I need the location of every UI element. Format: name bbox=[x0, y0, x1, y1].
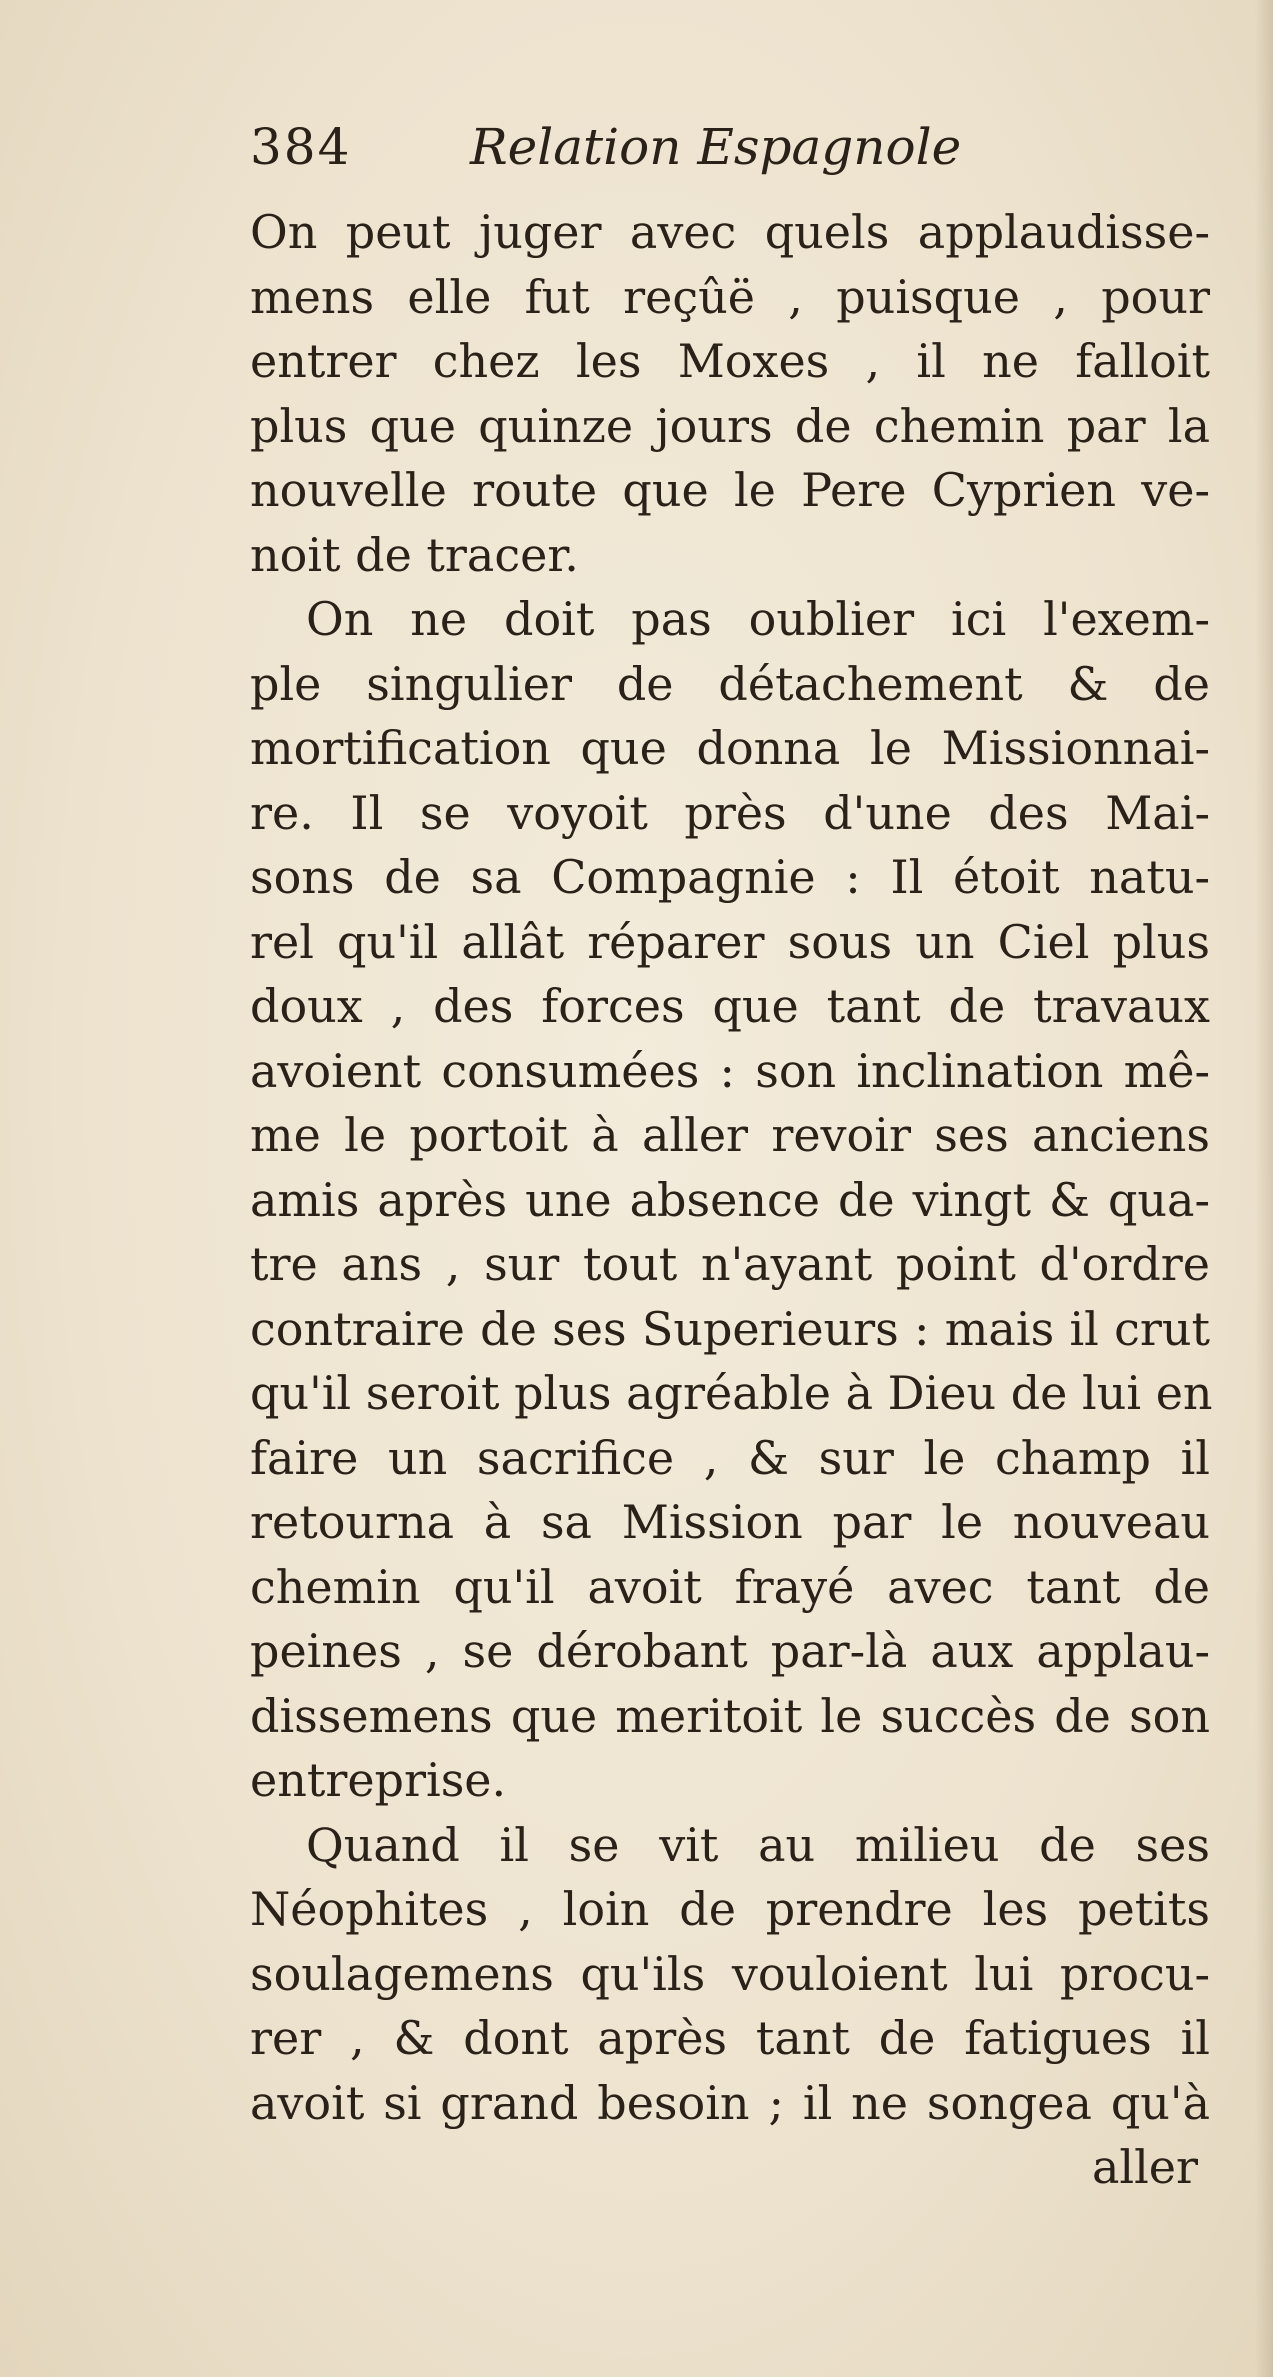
text-line: dissemens que meritoit le succès de son bbox=[250, 1688, 1210, 1743]
text-line: entrer chez les Moxes , il ne falloit bbox=[250, 334, 1210, 388]
text-line: retourna à sa Mission par le nouveau bbox=[250, 1495, 1210, 1549]
text-line: sons de sa Compagnie : Il étoit natu- bbox=[250, 850, 1210, 904]
text-line: Néophites , loin de prendre les petits bbox=[250, 1882, 1210, 1936]
text-line: me le portoit à aller revoir ses anciens bbox=[250, 1108, 1210, 1162]
text-line: rel qu'il allât réparer sous un Ciel plus bbox=[250, 914, 1210, 969]
running-title: Relation Espagnole bbox=[470, 118, 962, 176]
text-line: re. Il se voyoit près d'une des Mai- bbox=[250, 785, 1210, 840]
text-line: amis après une absence de vingt & qua- bbox=[250, 1172, 1210, 1227]
text-line: mortification que donna le Missionnai- bbox=[250, 721, 1210, 775]
page-edge-shadow bbox=[1255, 0, 1273, 2377]
text-line: qu'il seroit plus agréable à Dieu de lui en bbox=[250, 1366, 1213, 1420]
text-line: contraire de ses Superieurs : mais il crut bbox=[250, 1301, 1210, 1356]
text-line: chemin qu'il avoit frayé avec tant de bbox=[250, 1559, 1210, 1614]
text-line: mens elle fut reçûë , puisque , pour bbox=[250, 269, 1210, 324]
text-line: faire un sacrifice , & sur le champ il bbox=[250, 1430, 1210, 1485]
text-line: rer , & dont après tant de fatigues il bbox=[250, 2011, 1210, 2065]
text-line: avoit si grand besoin ; il ne songea qu'à bbox=[250, 2075, 1210, 2130]
text-line: soulagemens qu'ils vouloient lui procu- bbox=[250, 1946, 1210, 2001]
text-line: doux , des forces que tant de travaux bbox=[250, 979, 1210, 1033]
catchword: aller bbox=[1091, 2140, 1198, 2194]
text-line: peines , se dérobant par-là aux applau- bbox=[250, 1624, 1210, 1678]
text-line: noit de tracer. bbox=[250, 527, 579, 582]
text-line: ple singulier de détachement & de bbox=[250, 656, 1210, 711]
text-line: Quand il se vit au milieu de ses bbox=[306, 1817, 1210, 1872]
text-line: nouvelle route que le Pere Cyprien ve- bbox=[250, 463, 1210, 517]
text-line: plus que quinze jours de chemin par la bbox=[250, 398, 1210, 453]
text-line: avoient consumées : son inclination mê- bbox=[250, 1043, 1210, 1098]
text-body bbox=[250, 200, 1213, 2200]
page-header bbox=[250, 112, 1150, 182]
page-number: 384 bbox=[250, 118, 352, 176]
text-line: On peut juger avec quels applaudisse- bbox=[250, 205, 1210, 259]
text-line: entreprise. bbox=[250, 1753, 507, 1807]
text-line: tre ans , sur tout n'ayant point d'ordre bbox=[250, 1237, 1210, 1291]
text-line: On ne doit pas oublier ici l'exem- bbox=[306, 592, 1210, 646]
